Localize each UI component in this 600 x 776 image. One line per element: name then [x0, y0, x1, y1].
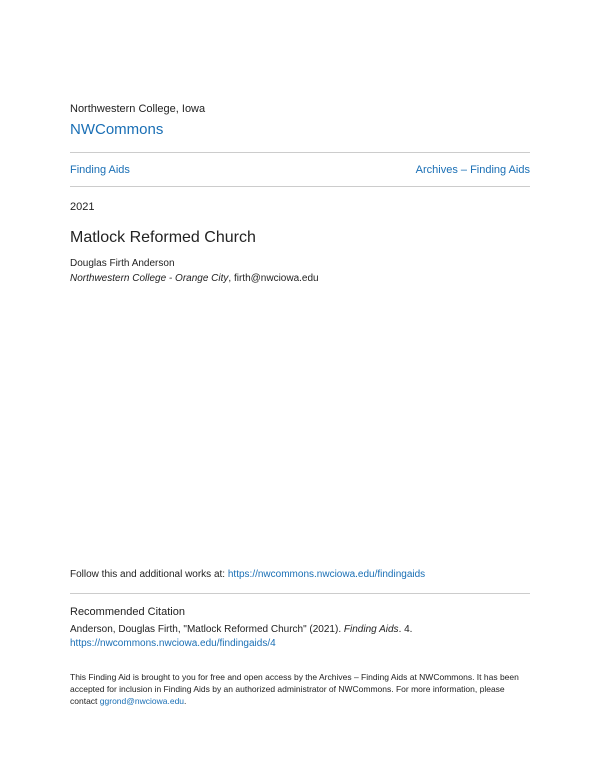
- affiliation-org: Northwestern College - Orange City: [70, 273, 229, 284]
- author-affiliation: [70, 273, 319, 284]
- publication-year: 2021: [70, 201, 95, 213]
- notice-text: This Finding Aid is brought to you for free and open access by the Archives – Finding Aids at NWCommons. It has been accepted for inclusion in Finding Aids by an authorized administrator of NWCommons. For more information, please contact: [70, 672, 519, 706]
- author-name: Douglas Firth Anderson: [70, 258, 175, 269]
- follow-text: Follow this and additional works at:: [70, 569, 228, 580]
- affiliation-email: , firth@nwciowa.edu: [228, 273, 319, 284]
- access-notice: [70, 671, 530, 707]
- repository-link[interactable]: NWCommons: [70, 121, 164, 138]
- citation-prefix: Anderson, Douglas Firth, "Matlock Reformed Church" (2021).: [70, 624, 344, 635]
- institution-name: Northwestern College, Iowa: [70, 103, 206, 115]
- finding-aids-link[interactable]: Finding Aids: [70, 164, 130, 176]
- citation-divider: [70, 593, 530, 594]
- follow-line: [70, 569, 425, 580]
- citation-text: [70, 623, 530, 651]
- contact-email-link[interactable]: ggrond@nwciowa.edu: [99, 696, 185, 706]
- follow-url-link[interactable]: https://nwcommons.nwciowa.edu/findingaids: [227, 569, 426, 580]
- document-title: Matlock Reformed Church: [70, 229, 256, 246]
- citation-heading: Recommended Citation: [70, 606, 185, 618]
- nav-divider: [70, 186, 530, 187]
- citation-series: Finding Aids: [343, 624, 399, 635]
- notice-end: .: [184, 696, 187, 706]
- header-divider: [70, 152, 530, 153]
- citation-suffix: . 4.: [398, 624, 413, 635]
- citation-url-link[interactable]: https://nwcommons.nwciowa.edu/findingaids/4: [70, 638, 276, 649]
- archives-finding-aids-link[interactable]: Archives – Finding Aids: [415, 164, 530, 176]
